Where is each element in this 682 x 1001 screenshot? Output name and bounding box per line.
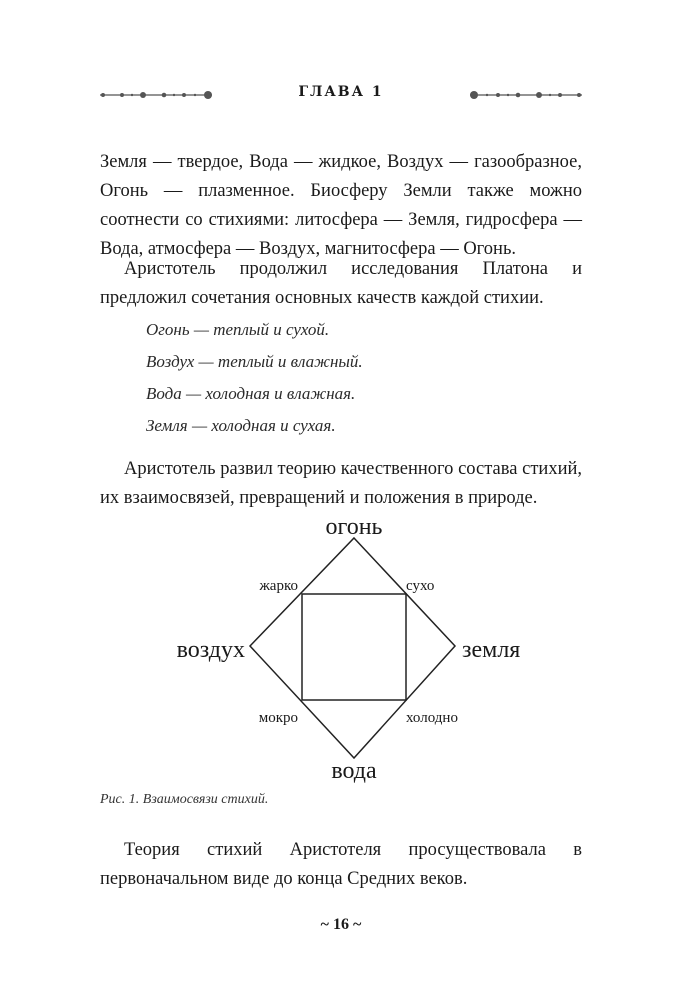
quality-earth: Земля — холодная и сухая. [146,416,336,435]
label-fire: огонь [325,514,383,540]
qualities-list [146,314,363,442]
ornament-right-icon [464,88,582,102]
quality-water: Вода — холодная и влажная. [146,384,356,403]
label-wet: мокро [258,710,298,726]
paragraph-aristotle-qualities: Аристотель продолжил исследования Платона и предложил сочетания основных качеств каждой стихии. [100,259,582,308]
quality-air: Воздух — теплый и влажный. [146,352,363,371]
figure-caption: Рис. 1. Взаимосвязи стихий. [100,792,269,807]
diagram-square [302,594,406,700]
label-cold: холодно [406,710,458,726]
paragraph-aristotle-theory: Аристотель развил теорию качественного состава стихий, их взаимосвязей, превращений и положения в природе. [100,459,582,508]
paragraph-elements-phases: Земля — твердое, Вода — жидкое, Воздух — газообразное, Огонь — плазменное. Биосферу Земли также можно соотнести со стихиями: литосфера — Земля, гидросфера — Вода, атмосфера — Воздух, магнитосфера — Огонь. [100,152,582,259]
chapter-title: ГЛАВА 1 [298,84,384,100]
label-earth: земля [462,637,521,663]
page-number: ~ 16 ~ [320,916,362,933]
label-air: воздух [176,637,245,663]
elements-diagram [150,512,550,787]
quality-fire: Огонь — теплый и сухой. [146,320,330,339]
label-hot: жарко [259,578,298,594]
label-dry: сухо [406,578,435,594]
paragraph-theory-lasting: Теория стихий Аристотеля просуществовала в первоначальном виде до конца Средних веков. [100,840,582,889]
label-water: вода [331,758,377,784]
running-header [100,84,582,106]
